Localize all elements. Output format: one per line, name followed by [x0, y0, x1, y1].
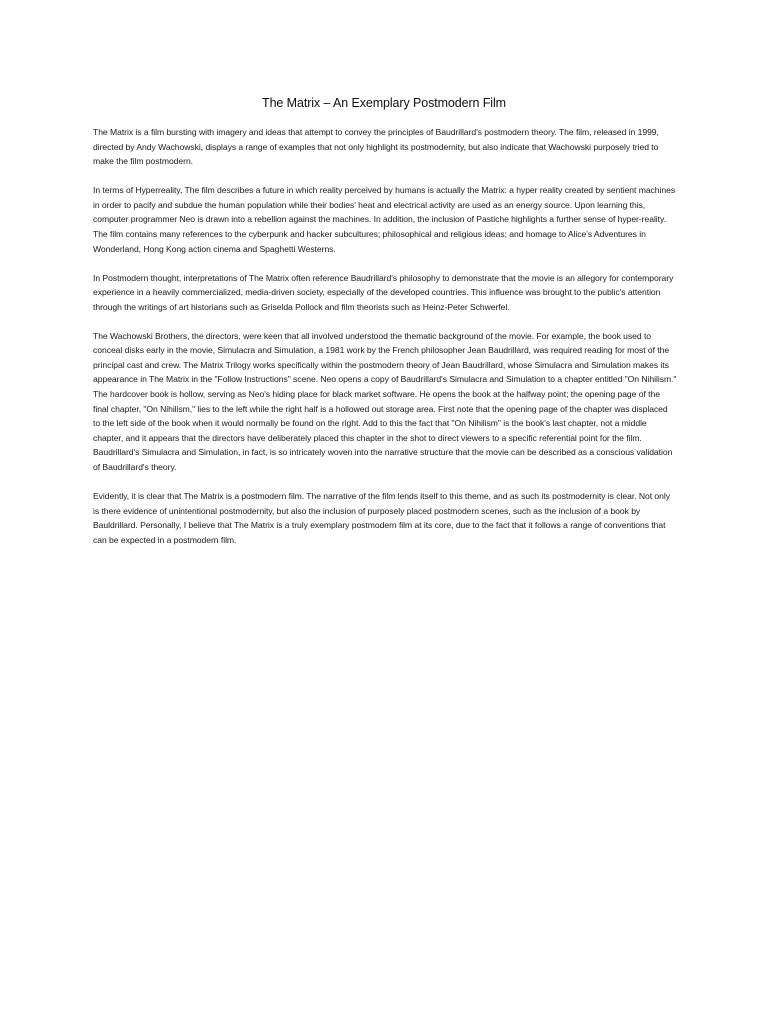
document-title: The Matrix – An Exemplary Postmodern Film — [262, 96, 506, 110]
paragraph-postmodern-thought: In Postmodern thought, interpretations of The Matrix often reference Baudrillard's philosophy to demonstrate that the movie is an allegory for contemporary experience in a heavily commercialized, media-driven society, especially of the developed countries. This influence was brought to the public's attention through the writings of art historians such as Griselda Pollock and film theorists such as Heinz-Peter Schwerfel. — [93, 272, 674, 312]
paragraph-conclusion: Evidently, it is clear that The Matrix is a postmodern film. The narrative of the film lends itself to this theme, and as such its postmodernity is clear. Not only is there evidence of unintentional postmodernity, but also the inclusion of purposely placed postmodern scenes, such as the inclusion of a book by Bauldrillard. Personally, I believe that The Matrix is a truly exemplary postmodern film at its core, due to the fact that it follows a range of conventions that can be expected in a postmodern film. — [93, 491, 670, 545]
document-body — [93, 125, 677, 562]
paragraph-intro: The Matrix is a film bursting with imagery and ideas that attempt to convey the principles of Baudrillard's postmodern theory. The film, released in 1999, directed by Andy Wachowski, displays a range of examples that not only highlight its postmodernity, but also indicate that Wachowski purposely tried to make the film postmodern. — [93, 127, 659, 167]
paragraph-wachowski-brothers: The Wachowski Brothers, the directors, were keen that all involved understood the thematic background of the movie. For example, the book used to conceal disks early in the movie, Simulacra and Simulation, a 1981 work by the French philosopher Jean Baudrillard, was required reading for most of the principal cast and crew. The Matrix Trilogy works specifically within the postmodern theory of Jean Baudrillard, whose Simulacra and Simulation makes its appearance in The Matrix in the "Follow Instructions" scene. Neo opens a copy of Baudrillard's Simulacra and Simulation to a chapter entitled "On Nihilism." The hardcover book is hollow, serving as Neo's hiding place for black market software. He opens the book at the halfway point; the opening page of the final chapter, "On Nihilism," lies to the left while the right half is a hollowed out storage area. First note that the opening page of the chapter was displaced to the left side of the book when it would normally be found on the right. Add to this the fact that "On Nihilism" is the book's last chapter, not a middle chapter, and it appears that the directors have deliberately placed this chapter in the shot to direct viewers to a specific referential point for the film. Baudrillard's Simulacra and Simulation, in fact, is so intricately woven into the narrative structure that the movie can be described as a conscious validation of Baudrillard's theory. — [93, 330, 677, 473]
paragraph-hyperreality: In terms of Hyperreality, The film describes a future in which reality perceived by humans is actually the Matrix: a hyper reality created by sentient machines in order to pacify and subdue the human population while their bodies' heat and electrical activity are used as an energy source. Upon learning this, computer programmer Neo is drawn into a rebellion against the machines. In addition, the inclusion of Pastiche highlights a further sense of hyper-reality. The film contains many references to the cyberpunk and hacker subcultures; philosophical and religious ideas; and homage to Alice's Adventures in Wonderland, Hong Kong action cinema and Spaghetti Westerns. — [93, 185, 676, 254]
